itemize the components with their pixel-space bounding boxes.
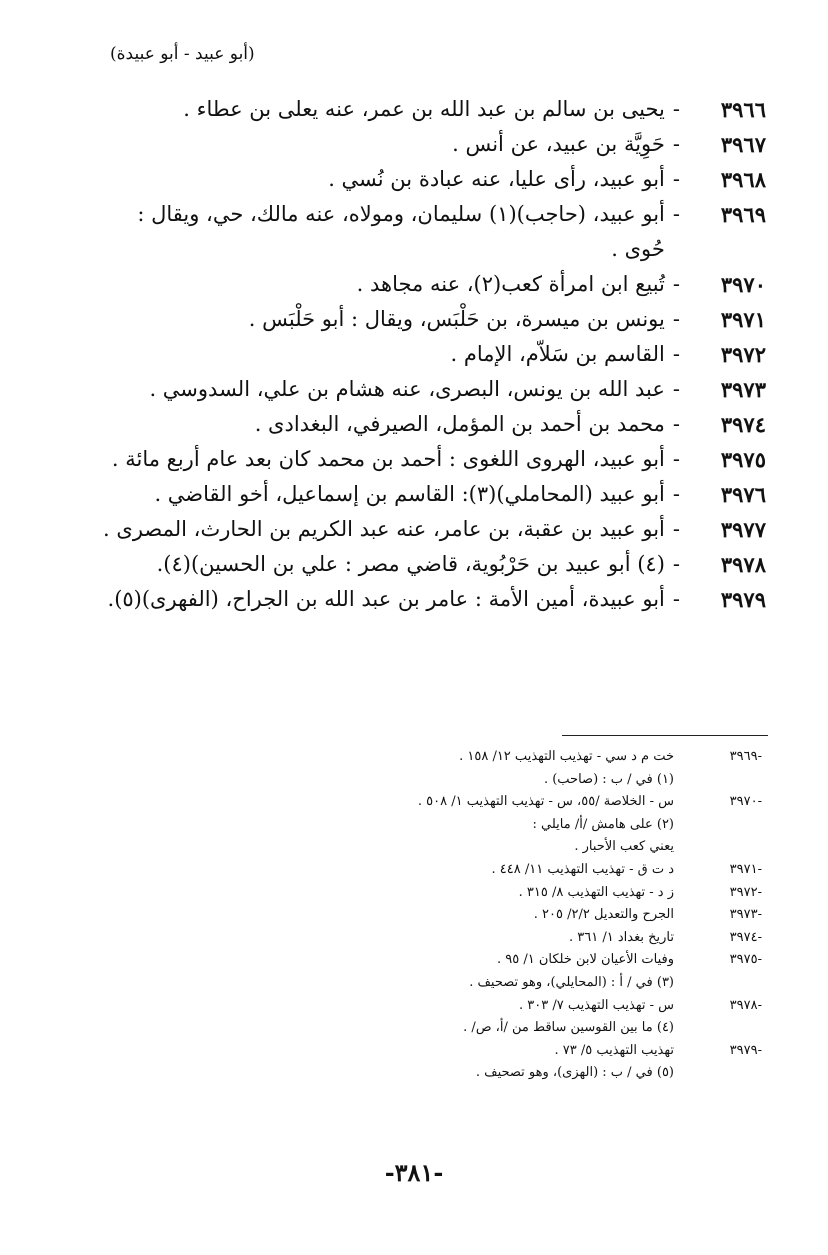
entry-text: محمد بن أحمد بن المؤمل، الصيرفي، البغدادى .	[254, 412, 665, 436]
footnote	[302, 904, 762, 927]
entry	[66, 162, 766, 197]
footnote	[302, 972, 762, 995]
entry-number: ٣٩٦٦	[720, 97, 766, 122]
footnote-list	[302, 746, 762, 1085]
entry-text: القاسم بن سَلاّم، الإمام .	[450, 342, 665, 366]
running-header: (أبو عبيد - أبو عبيدة)	[110, 44, 255, 64]
entry-number: ٣٩٦٨	[720, 167, 766, 192]
footnote-ref: -٣٩٧٥	[729, 952, 762, 968]
footnote-text: س - الخلاصة /٥٥، س - تهذيب التهذيب ١/ ٥٠٨ .	[417, 794, 674, 810]
entry	[66, 512, 766, 547]
entry	[66, 477, 766, 512]
footnote-ref: -٣٩٧٢	[729, 884, 762, 900]
footnote-text: الجرح والتعديل ٢/٢/ ٢٠٥ .	[533, 907, 674, 923]
entry-text-continuation: حُوى .	[611, 237, 665, 261]
entry-number: ٣٩٧٧	[720, 517, 766, 542]
entry-text: أبو عبيدة، أمين الأمة : عامر بن عبد الله بن الجراح، (الفهرى)(٥).	[107, 587, 665, 611]
entry-dash: -	[672, 552, 680, 576]
entry-text: يونس بن ميسرة، بن حَلْبَس، ويقال : أبو حَلْبَس .	[248, 307, 665, 331]
entry	[66, 372, 766, 407]
entry	[66, 407, 766, 442]
entry-number: ٣٩٧٤	[720, 412, 766, 437]
entry-dash: -	[672, 412, 680, 436]
entry-dash: -	[672, 132, 680, 156]
entry-dash: -	[672, 202, 680, 226]
entry-text: أبو عبيد (المحاملي)(٣): القاسم بن إسماعيل، أخو القاضي .	[154, 482, 665, 506]
entry-text-line: أبو عبيد، (حاجب)(١) سليمان، ومولاه، عنه مالك، حي، ويقال :	[137, 202, 665, 226]
page-number: -٣٨١-	[384, 1158, 444, 1187]
footnote-ref: -٣٩٧٩	[729, 1042, 762, 1058]
footnote-divider	[562, 735, 768, 736]
entry-text: (٤) أبو عبيد بن حَرْبُوية، قاضي مصر : علي بن الحسين)(٤).	[156, 552, 665, 576]
footnote	[302, 836, 762, 859]
entry	[66, 547, 766, 582]
entry-text: عبد الله بن يونس، البصرى، عنه هشام بن علي، السدوسي .	[149, 377, 665, 401]
entry-text: أبو عبيد، الهروى اللغوى : أحمد بن محمد كان بعد عام أربع مائة .	[111, 447, 665, 471]
entry-text: يحيى بن سالم بن عبد الله بن عمر، عنه يعلى بن عطاء .	[183, 97, 665, 121]
entry-number: ٣٩٧٢	[720, 342, 766, 367]
entry-text: تُبيع ابن امرأة كعب(٢)، عنه مجاهد .	[356, 272, 665, 296]
entry-number: ٣٩٧٥	[720, 447, 766, 472]
footnote	[302, 769, 762, 792]
entry	[66, 582, 766, 617]
footnote-text: (٤) ما بين القوسين ساقط من /أ، ص/ .	[463, 1020, 674, 1036]
footnote-text: تاريخ بغداد ١/ ٣٦١ .	[569, 929, 674, 945]
footnote-ref	[674, 972, 762, 995]
entry-text: أبو عبيد، رأى عليا، عنه عبادة بن نُسي .	[328, 167, 665, 191]
footnote	[302, 859, 762, 882]
footnote	[302, 814, 762, 837]
footnote-text: (٣) في / أ : (المحايلي)، وهو تصحيف .	[469, 974, 674, 990]
footnote-text: (٥) في / ب : (الهزى)، وهو تصحيف .	[475, 1065, 674, 1081]
entry-dash: -	[672, 587, 680, 611]
footnote-ref	[674, 814, 762, 837]
entry-number: ٣٩٧٦	[720, 482, 766, 507]
footnote-ref: -٣٩٧١	[729, 861, 762, 877]
footnote	[302, 927, 762, 950]
entry-number: ٣٩٧٨	[720, 552, 766, 577]
footnote	[302, 791, 762, 814]
footnote-ref: -٣٩٧٣	[729, 907, 762, 923]
footnote	[302, 1062, 762, 1085]
footnote-text: ز د - تهذيب التهذيب ٨/ ٣١٥ .	[518, 884, 674, 900]
footnote-text: وفيات الأعيان لابن خلكان ١/ ٩٥ .	[496, 952, 674, 968]
footnote-ref	[674, 769, 762, 792]
footnote	[302, 995, 762, 1018]
entry-number: ٣٩٧١	[720, 307, 766, 332]
entry	[66, 337, 766, 372]
footnote-text: (١) في / ب : (صاحب) .	[543, 771, 674, 787]
footnote-text: س - تهذيب التهذيب ٧/ ٣٠٣ .	[518, 997, 674, 1013]
entry-dash: -	[672, 272, 680, 296]
footnote-text: (٢) على هامش /أ/ مايلي :	[532, 816, 674, 832]
entry-dash: -	[672, 482, 680, 506]
entry-dash: -	[672, 517, 680, 541]
entry	[66, 302, 766, 337]
entry-number: ٣٩٧٠	[720, 272, 766, 297]
footnote-ref	[674, 836, 762, 859]
footnote	[302, 1017, 762, 1040]
entry-dash: -	[672, 377, 680, 401]
footnote-ref: -٣٩٧٠	[729, 794, 762, 810]
footnote-ref	[674, 1017, 762, 1040]
footnote-text: يعني كعب الأحبار .	[574, 839, 674, 855]
footnote	[302, 746, 762, 769]
entry	[66, 197, 766, 267]
footnote-ref: -٣٩٦٩	[729, 749, 762, 764]
entry-dash: -	[672, 447, 680, 471]
entry-dash: -	[672, 97, 680, 121]
entry	[66, 127, 766, 162]
entry-text: أبو عبيد بن عقبة، بن عامر، عنه عبد الكريم بن الحارث، المصرى .	[103, 517, 665, 541]
entry	[66, 442, 766, 477]
entry-dash: -	[672, 167, 680, 191]
entry-dash: -	[672, 307, 680, 331]
entry-text	[137, 197, 665, 267]
entry-number: ٣٩٦٩	[720, 202, 766, 227]
entry-number: ٣٩٦٧	[720, 132, 766, 157]
footnote-ref	[674, 1062, 762, 1085]
entry-number: ٣٩٧٣	[720, 377, 766, 402]
entry-dash: -	[672, 342, 680, 366]
entry-text: حَوِيَّة بن عبيد، عن أنس .	[452, 132, 665, 156]
entry-number: ٣٩٧٩	[720, 587, 766, 612]
footnote	[302, 1040, 762, 1063]
entry-list	[66, 92, 766, 617]
footnote	[302, 949, 762, 972]
footnote-ref: -٣٩٧٤	[729, 929, 762, 945]
footnote	[302, 882, 762, 905]
footnote-text: خت م د سي - تهذيب التهذيب ١٢/ ١٥٨ .	[459, 749, 674, 764]
footnote-text: د ت ق - تهذيب التهذيب ١١/ ٤٤٨ .	[491, 861, 674, 877]
footnote-ref: -٣٩٧٨	[729, 997, 762, 1013]
entry	[66, 267, 766, 302]
footnote-text: تهذيب التهذيب ٥/ ٧٣ .	[554, 1042, 674, 1058]
entry	[66, 92, 766, 127]
